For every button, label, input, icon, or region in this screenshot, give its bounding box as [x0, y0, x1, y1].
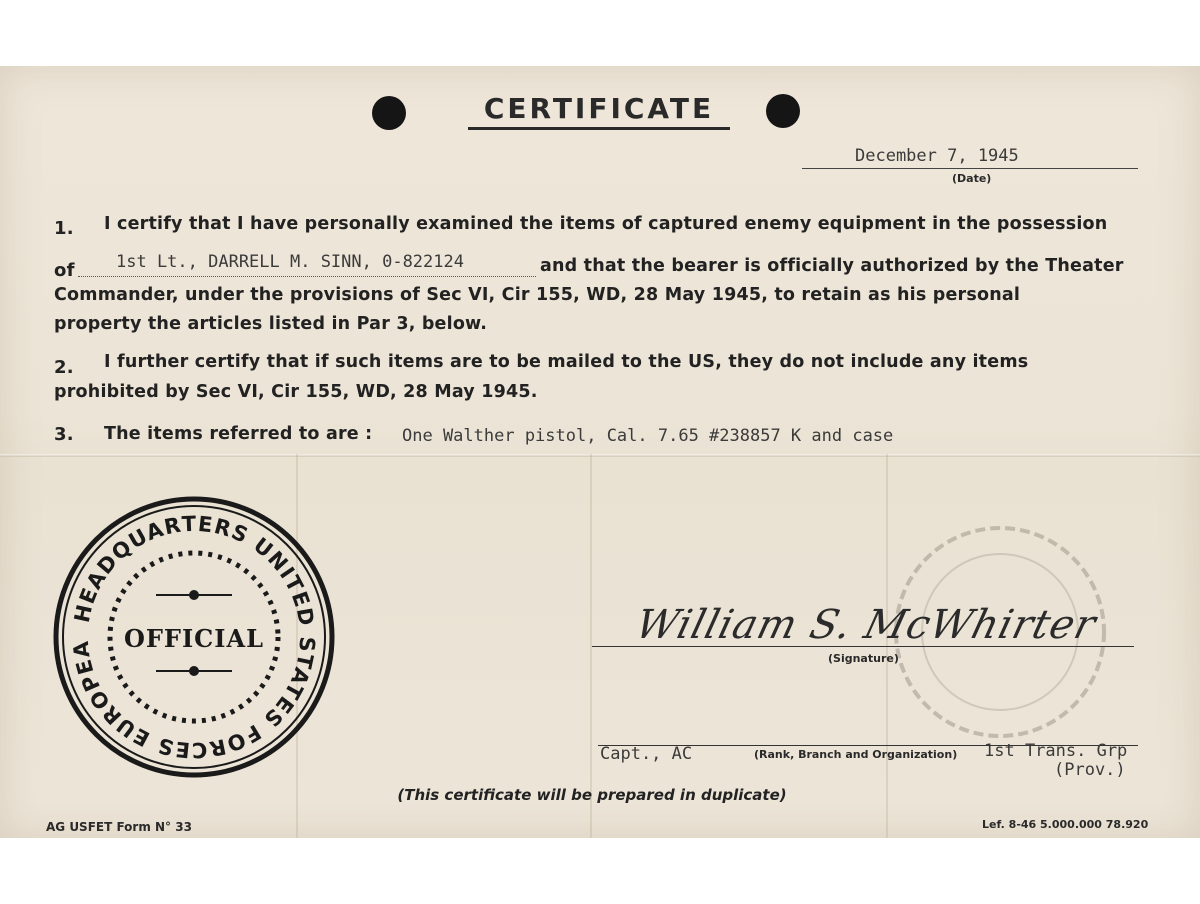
para1-line1: I certify that I have personally examined the items of captured enemy equipment in the possession — [104, 214, 1108, 234]
para2-line1: I further certify that if such items are to be mailed to the US, they do not include any items — [104, 352, 1029, 372]
official-seal-graphic — [52, 495, 336, 779]
para1-number: 1. — [54, 218, 74, 239]
para2-line2: prohibited by Sec VI, Cir 155, WD, 28 May 1945. — [54, 382, 538, 402]
official-seal — [52, 495, 336, 779]
rank-caption: (Rank, Branch and Organization) — [754, 748, 958, 761]
print-number: Lef. 8-46 5.000.000 78.920 — [982, 818, 1149, 831]
fold-crease — [0, 454, 1200, 457]
date-value: December 7, 1945 — [855, 146, 1019, 166]
signature — [640, 588, 1120, 652]
para1-line4: property the articles listed in Par 3, below. — [54, 314, 488, 334]
para3-number: 3. — [54, 424, 74, 445]
svg-text:William S. McWhirter: William S. McWhirter — [640, 600, 1102, 648]
rank-value: Capt., AC — [600, 744, 693, 764]
organization-sub: (Prov.) — [1054, 760, 1126, 780]
para1-line3: Commander, under the provisions of Sec VI, Cir 155, WD, 28 May 1945, to retain as his personal — [54, 285, 1021, 305]
signature-line — [592, 646, 1134, 647]
para1-of: of — [54, 260, 75, 281]
footer-note: (This certificate will be prepared in duplicate) — [397, 786, 787, 804]
possessor-line — [78, 276, 536, 277]
possessor-name: 1st Lt., DARRELL M. SINN, 0-822124 — [116, 252, 464, 272]
svg-text:OFFICIAL: OFFICIAL — [123, 624, 265, 653]
para2-number: 2. — [54, 357, 74, 378]
document-title: CERTIFICATE — [468, 92, 730, 130]
para1-line2: and that the bearer is officially authorized by the Theater — [540, 256, 1124, 276]
organization-value: 1st Trans. Grp — [984, 741, 1128, 761]
form-number: AG USFET Form N° 33 — [46, 820, 192, 834]
date-line — [802, 168, 1138, 169]
svg-text:HEADQUARTERS UNITED STATES FOR: HEADQUARTERS UNITED STATES FORCES EUROPEA — [68, 511, 320, 763]
para3-label: The items referred to are : — [104, 424, 373, 444]
date-caption: (Date) — [952, 172, 992, 185]
punch-hole — [766, 94, 800, 128]
signature-graphic — [640, 588, 1120, 652]
items-value: One Walther pistol, Cal. 7.65 #238857 K and case — [402, 426, 894, 446]
signature-caption: (Signature) — [828, 652, 899, 665]
punch-hole — [372, 96, 406, 130]
